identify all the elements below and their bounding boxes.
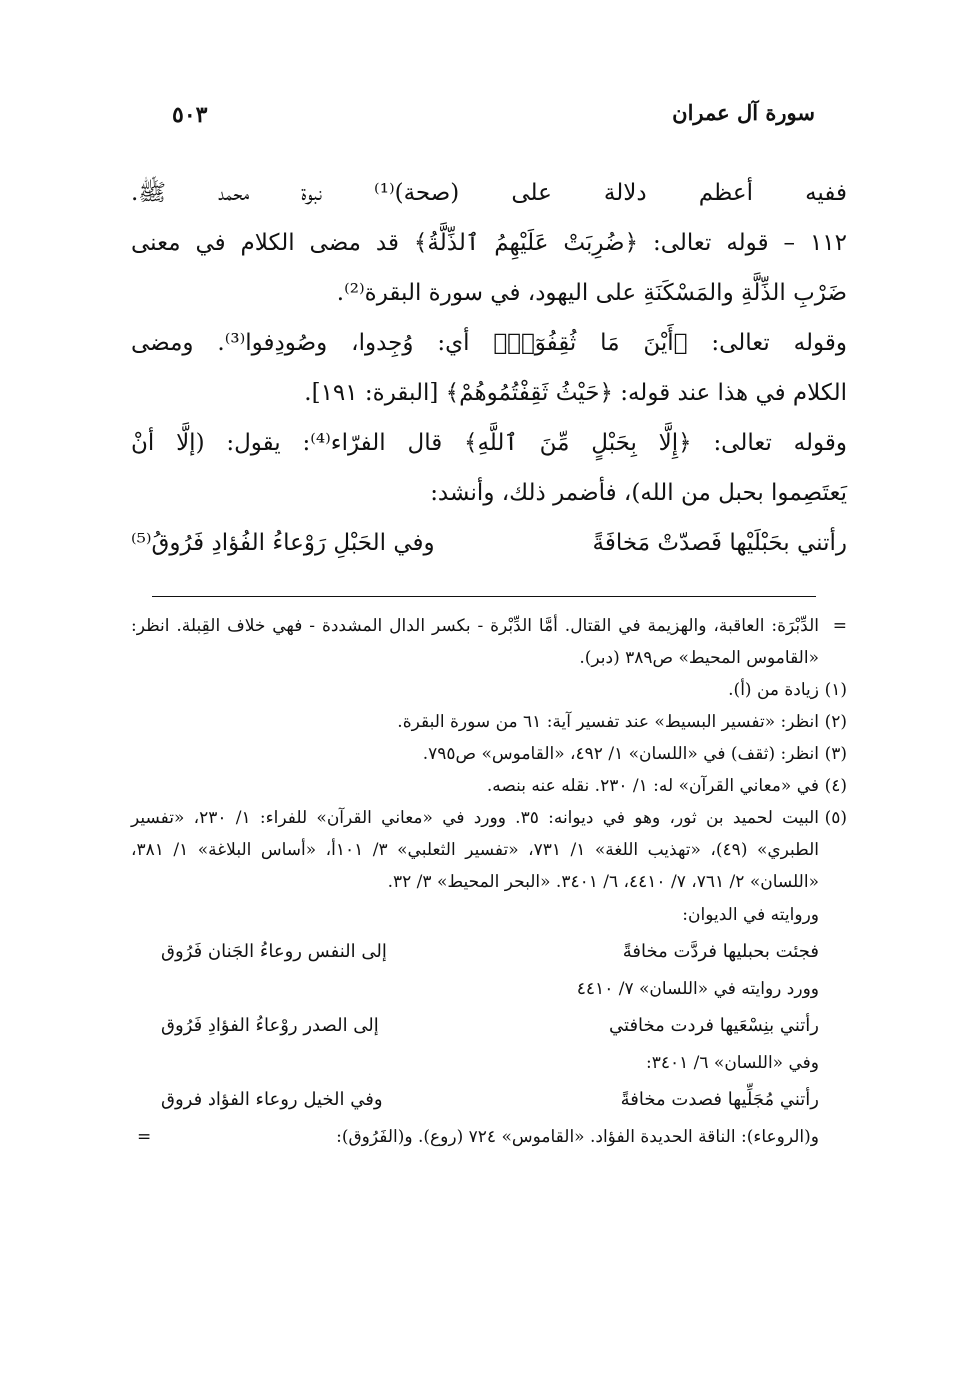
footnote-continuation xyxy=(131,610,847,674)
continuation-text: الدِّبْرَة: العاقبة، والهزيمة في القتال. أمَّا الدِّبْرة - بكسر الدال المشددة - فهي خلاف القِبلة. انظر: «القاموس المحيط» ص٣٨٩ (دبر). xyxy=(131,616,819,668)
running-header-title: سورة آل عمران xyxy=(672,100,815,125)
diwan-verse xyxy=(131,932,847,972)
lisan-label-1: وورد روايته في «اللسان» ٧/ ٤٤١٠ xyxy=(576,979,819,999)
poem-verse xyxy=(131,518,847,568)
footnote-separator xyxy=(152,596,816,597)
footnote-text: في «معاني القرآن» له: ١/ ٢٣٠. نقله عنه بنصه. xyxy=(486,776,819,796)
lisan-verse-1 xyxy=(131,1006,847,1046)
continuation-mark: = xyxy=(832,616,847,636)
verse-second-hemistich: إلى الصدر روْعاءُ الفؤادِ فَرُوق xyxy=(161,1015,379,1036)
verse-second-hemistich: وفي الخيل روعاء الفؤاد فروق xyxy=(161,1089,383,1110)
verse-first-hemistich: فجئت بحبليها فردَّت مخافةً xyxy=(622,941,819,962)
main-line-3: ضَرْبِ الذِّلَّةِ والمَسْكَنَةِ على اليهود، في سورة البقرة⁽²⁾. xyxy=(336,280,847,306)
footnote-text: البيت لحميد بن ثور، وهو في ديوانه: ٣٥. وورد في «معاني القرآن» للفراء: ١/ ٢٣٠، «تفسير الطبري» (٤٩)، «تهذيب اللغة» ١/ ٧٣١، «تفسير الثعلبي» ٣/ ١٠١أ، «أساس البلاغة» ١/ ٣٨١، «اللسان» ٢/ ٧٦١، ٧/ ٤٤١٠، ٦/ ٣٤٠١. «البحر المحيط» ٣/ ٣٢. xyxy=(131,808,820,892)
footnote-1 xyxy=(131,674,847,706)
continuation-mark: = xyxy=(137,1127,152,1147)
footnote-last-line xyxy=(131,1120,847,1154)
page-number: ٥٠٣ xyxy=(172,102,208,128)
footnote-text: زيادة من (أ). xyxy=(728,680,819,700)
footnote-mark: (٥) xyxy=(824,808,847,828)
lisan-label-2: وفي «اللسان» ٦/ ٣٤٠١: xyxy=(645,1053,819,1073)
footnote-mark: (٤) xyxy=(824,776,847,796)
verse-second-hemistich: إلى النفس روعاءُ الجَنان فَرُوق xyxy=(161,941,387,962)
main-line-2: ١١٢ – قوله تعالى: ﴿ضُرِبَتْ عَلَيْهِمُ ٱلذِّلَّةُ﴾ قد مضى الكلام في معنى xyxy=(131,230,847,256)
main-line-5: الكلام في هذا عند قوله: ﴿حَيْثُ ثَقِفْتُمُوهُمْ﴾ [البقرة: ١٩١]. xyxy=(304,380,847,406)
lisan-verse-2 xyxy=(131,1080,847,1120)
main-text xyxy=(131,168,847,568)
main-line-1: ففيه أعظم دلالة على (صحة)⁽¹⁾ نبوة محمد ﷺ. xyxy=(131,180,847,206)
footnote-mark: (٣) xyxy=(824,744,847,764)
footnote-text: انظر: (ثقف) في «اللسان» ١/ ٤٩٢، «القاموس» ص٧٩٥. xyxy=(422,744,819,764)
footnotes xyxy=(131,610,847,1154)
footnote-mark: (٢) xyxy=(824,712,847,732)
main-line-4: وقوله تعالى: ﴿أَيْنَ مَا ثُقِفُوٓا۟﴾ أي: وُجِدوا، وصُودِفوا⁽³⁾. ومضى xyxy=(131,330,847,356)
main-line-6: وقوله تعالى: ﴿إِلَّا بِحَبْلٍ مِّنَ ٱللَّهِ﴾ قال الفرّاء⁽⁴⁾: يقول: (إلَّا أنْ xyxy=(131,430,847,456)
verse-first-hemistich: رأتني بنِسْعَيها فردت مخافتي xyxy=(609,1015,819,1036)
footnote-mark: (١) xyxy=(824,680,847,700)
footnote-4 xyxy=(131,770,847,802)
footnote-2 xyxy=(131,706,847,738)
footnote-3 xyxy=(131,738,847,770)
verse-first-hemistich: رأتني بحَبْلَيْها فَصدّتْ مَخافَةً xyxy=(592,530,847,556)
main-line-7: يَعتَصِموا بحبل من الله)، فأضمر ذلك، وأنشد: xyxy=(430,480,847,506)
diwan-label: وروايته في الديوان: xyxy=(682,905,819,925)
footnote-text: و(الروعاء): الناقة الحديدة الفؤاد. «القاموس» ٧٢٤ (روع). و(الفَرُوق): xyxy=(336,1127,819,1147)
verse-second-hemistich: وفي الحَبْلِ رَوْعاءُ الفُؤادِ فَرُوقُ⁽⁵⁾ xyxy=(131,530,435,556)
footnote-text: انظر: «تفسير البسيط» عند تفسير آية: ٦١ من سورة البقرة. xyxy=(397,712,819,732)
footnote-5 xyxy=(131,802,847,898)
verse-first-hemistich: رأتني مُجَلِّيها فصدت مخافةً xyxy=(620,1089,819,1110)
